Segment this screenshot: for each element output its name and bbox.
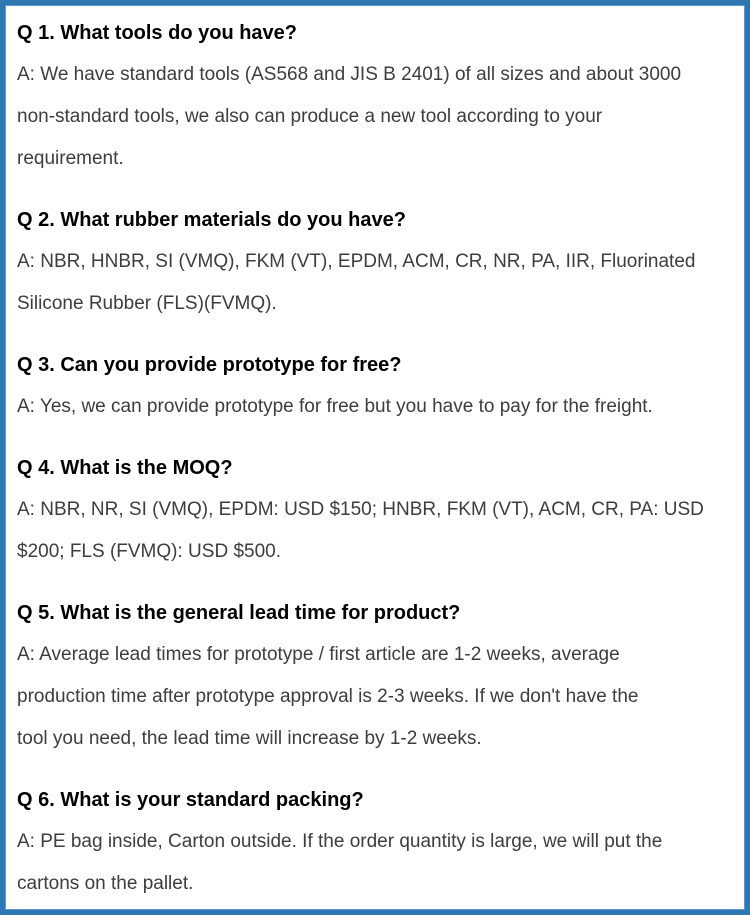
faq-item-2 (17, 199, 731, 325)
faq-answer-line: non-standard tools, we also can produce a new tool according to your (17, 106, 603, 127)
faq-answer (17, 489, 731, 573)
faq-answer-line: cartons on the pallet. (17, 873, 194, 894)
faq-question: Q 2. What rubber materials do you have? (17, 209, 406, 231)
faq-answer (17, 386, 731, 428)
faq-answer-line: A: NBR, HNBR, SI (VMQ), FKM (VT), EPDM, ACM, CR, NR, PA, IIR, Fluorinated (17, 251, 696, 272)
faq-answer-line: A: Average lead times for prototype / first article are 1-2 weeks, average (17, 644, 620, 665)
faq-answer-line: production time after prototype approval is 2-3 weeks. If we don't have the (17, 686, 639, 707)
faq-question: Q 3. Can you provide prototype for free? (17, 354, 402, 376)
faq-answer-line: requirement. (17, 148, 124, 169)
faq-item-5 (17, 592, 731, 760)
faq-answer-line: A: PE bag inside, Carton outside. If the order quantity is large, we will put the (17, 831, 663, 852)
faq-question: Q 5. What is the general lead time for product? (17, 602, 461, 624)
faq-answer-line: tool you need, the lead time will increase by 1-2 weeks. (17, 728, 482, 749)
faq-item-1 (17, 12, 731, 180)
faq-question: Q 6. What is your standard packing? (17, 789, 364, 811)
faq-answer-line: Silicone Rubber (FLS)(FVMQ). (17, 293, 277, 314)
faq-question: Q 1. What tools do you have? (17, 22, 298, 44)
faq-answer (17, 241, 731, 325)
faq-item-3 (17, 344, 731, 428)
faq-answer-line: $200; FLS (FVMQ): USD $500. (17, 541, 281, 562)
faq-answer (17, 821, 731, 905)
faq-answer (17, 54, 731, 180)
faq-answer-line: A: We have standard tools (AS568 and JIS B 2401) of all sizes and about 3000 (17, 64, 682, 85)
faq-question: Q 4. What is the MOQ? (17, 457, 233, 479)
faq-item-4 (17, 447, 731, 573)
faq-item-6 (17, 779, 731, 905)
faq-answer (17, 634, 731, 760)
faq-answer-line: A: Yes, we can provide prototype for free but you have to pay for the freight. (17, 396, 653, 417)
faq-answer-line: A: NBR, NR, SI (VMQ), EPDM: USD $150; HNBR, FKM (VT), ACM, CR, PA: USD (17, 499, 704, 520)
